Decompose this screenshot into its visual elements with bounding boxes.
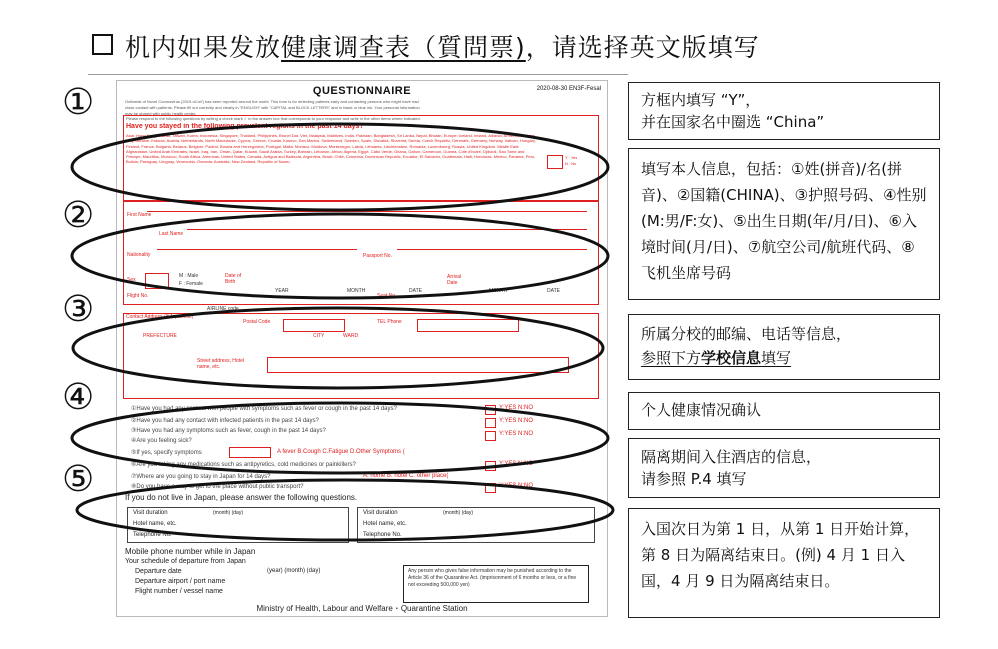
dob-date: DATE bbox=[409, 288, 422, 294]
question-4: ④Are you feeling sick? bbox=[131, 438, 192, 444]
question-6: ⑥Are you taking any medications such as antipyretics, cold medicines or painkillers? bbox=[131, 462, 356, 468]
ellipse-section-3 bbox=[73, 308, 603, 388]
stay-intro: If you do not live in Japan, please answer the following questions. bbox=[125, 493, 358, 502]
question-2: ②Have you had any contact with infected patients in the past 14 days? bbox=[131, 418, 319, 424]
contact-heading: Contact Address (If Japanese) bbox=[126, 314, 194, 320]
stay-options: A. home B. hotel C. other place( bbox=[363, 473, 449, 479]
yn-q3: Y:YES N:NO bbox=[499, 431, 534, 437]
note4-text: 个人健康情况确认 bbox=[641, 401, 762, 419]
form-notice: Outbreak of Novel Coronavirus (2019-nCoV) has been reported around the world. This form is for detecting patients early and contacting persons who might have had close contact with patients. Please fill out correctly and clearly in "ENGLISH" with "CAPITAL and BLOCK LETTERS" and in black or blue ink. Your personal information may be shared with public health center. bbox=[125, 99, 420, 116]
penalty-notice: Any person who gives false information may be punished according to the Article 36 of the Quarantine Act. (imprisonment of 6 months or less, or a fine not exceeding 500,000 yen) bbox=[403, 565, 589, 603]
note-country-box bbox=[628, 82, 940, 140]
ward-label: WARD bbox=[343, 333, 359, 339]
note3-line2 bbox=[641, 346, 927, 370]
question-3: ③Have you had any symptoms such as fever, cough in the past 14 days? bbox=[131, 428, 326, 434]
ministry-footer: Ministry of Health, Labour and Welfare・Quarantine Station bbox=[256, 604, 468, 613]
yn-q6: Y:YES N:NO bbox=[499, 461, 534, 467]
departure-airport-label: Departure airport / port name bbox=[135, 578, 226, 585]
note3-line1: 所属分校的邮编、电话等信息， bbox=[641, 325, 852, 343]
note5-line2: 请参照 P.4 填写 bbox=[641, 470, 747, 488]
note1-line2: 并在国家名中圈选 “China” bbox=[641, 113, 825, 131]
city-label: CITY bbox=[313, 333, 325, 339]
note2-text: 填写本人信息，包括：①姓(拼音)/名(拼音)、②国籍(CHINA)、③护照号码、④性别(M:男/F:女)、⑤出生日期(年/月/日)、⑥入境时间(月/日)、⑦航空公司/航班代码、⑧飞机坐席号码 bbox=[641, 160, 927, 282]
dob-year: YEAR bbox=[275, 288, 289, 294]
arrival-date: DATE bbox=[547, 288, 560, 294]
postal-label: Postal Code bbox=[243, 319, 271, 325]
seat-label: Seat No. bbox=[377, 293, 397, 299]
note1-line1: 方框内填写 “Y”， bbox=[641, 91, 761, 109]
question-5: ⑤If yes, specify symptoms bbox=[131, 450, 202, 456]
visit-dates-2: (month) (day) bbox=[443, 510, 474, 516]
passport-label: Passport No. bbox=[363, 253, 392, 259]
ellipse-section-2 bbox=[72, 214, 608, 298]
sex-label: Sex bbox=[127, 277, 136, 283]
sex-female: F : Female bbox=[179, 281, 203, 287]
prefecture-label: PREFECTURE bbox=[143, 333, 177, 339]
form-title: QUESTIONNAIRE bbox=[312, 85, 412, 97]
marker-3: ③ bbox=[62, 289, 95, 330]
section1-heading: Have you stayed in the following prevalent regions in the past 14 days? bbox=[126, 123, 364, 130]
title-part1: 机内如果发放 bbox=[125, 33, 282, 62]
question-8: ⑧Do you have a way to get to the place without public transport? bbox=[131, 484, 304, 490]
hotel-name-1: Hotel name, etc. bbox=[133, 521, 177, 527]
schedule-label: Your schedule of departure from Japan bbox=[125, 558, 246, 565]
section1-intro: Please respond to the following questions by writing a check mark ✓ in the answer box that corresponds to your response and write in the other items where indicated. bbox=[126, 116, 421, 121]
telephone-1: Telephone No. bbox=[133, 532, 172, 538]
note-health bbox=[628, 392, 940, 430]
note-personal-info bbox=[628, 148, 940, 300]
first-name-label: First Name bbox=[127, 212, 152, 218]
countries-list: Asia: Hong Kong, Macau, Taiwan, Korea, Indonesia, Singapore, Thailand, Philippines, Brunei Dar. Viet, Malaysia, Maldives, India, Pakistan, Bangladesh, Sri Lanka, Nepal, Bhutan. Europe: Iceland, Ireland, Albania, Armenia, Andorra, Italy, Ukraine, Estonia, Austria, Netherlands, North Macedonia, Cyprus, Greece, Croatia, Kosovo, San Marino, Switzerland, Sweden, Spain, Slovakia, Slovenia, Serbia, Czech Republic, Denmark, Germany, Norway, Vatican, Hungary, Finland, France, Bulgaria, Belarus, Belgium, Poland, Bosnia and Herzegovina, Portugal, Malta, Monaco, Moldova, Montenegro, Latvia, Lithuania, Liechtenstein, Romania, Luxembourg, Russia, United Kingdom. Middle East: Afghanistan, United Arab Emirates, Israel, Iraq, Iran, Oman, Qatar, Kuwait, Saudi Arabia, Turkey, Bahrain, Lebanon. Africa: Algeria, Egypt, Cabo Verde, Ghana, Gabon, Cameroon, Guinea, Cote d'Ivoire, Djibouti, Sao Tome and Principe, Mauritius, Morocco, South Africa. Americas: United States, Canada, Antigua and Barbuda, Argentina, Brazil, Chile, Colombia, Dominican Republic, Ecuador, El Salvador, Guatemala, Haiti, Honduras, Mexico, Panama, Peru, Bolivia, Paraguay, Uruguay, Venezuela. Oceania: Australia, New Zealand, Republic of Nauru. bbox=[126, 133, 536, 165]
marker-4: ④ bbox=[62, 377, 95, 418]
form-code: 2020-08-30 EN3F-Fesal bbox=[536, 86, 601, 92]
hotel-name-2: Hotel name, etc. bbox=[363, 521, 407, 527]
note6-text: 入国次日为第 1 日，从第 1 日开始计算，第 8 日为隔离结束日。(例) 4 月 1 日入国，4 月 9 日为隔离结束日。 bbox=[641, 520, 920, 590]
note-quarantine bbox=[628, 508, 940, 618]
arrival-label: Arrival Date bbox=[447, 274, 462, 286]
departure-date-fields: (year) (month) (day) bbox=[267, 568, 321, 574]
yes-label: Y : Yes bbox=[565, 155, 578, 160]
visit-duration-1: Visit duration bbox=[133, 510, 168, 516]
note3-bold: 学校信息 bbox=[701, 349, 762, 367]
flight-vessel-label: Flight number / vessel name bbox=[135, 588, 223, 595]
ellipse-section-1 bbox=[72, 124, 608, 210]
question-7: ⑦Where are you going to stay in Japan for 14 days? bbox=[131, 474, 271, 480]
arrival-month: MONTH bbox=[489, 288, 508, 294]
ellipse-section-5 bbox=[77, 480, 613, 540]
dob-label: Date of Birth bbox=[225, 273, 242, 285]
yn-q1: Y:YES N:NO bbox=[499, 405, 534, 411]
yn-q2: Y:YES N:NO bbox=[499, 418, 534, 424]
note5-line1: 隔离期间入住酒店的信息， bbox=[641, 448, 822, 466]
airline-code: AIRLINE code bbox=[207, 306, 239, 312]
note3-pre: 参照下方 bbox=[641, 349, 702, 367]
title-part2: 健康调查表（質問票) bbox=[281, 33, 526, 62]
flight-label: Flight No. bbox=[127, 293, 149, 299]
ellipse-section-4 bbox=[72, 403, 608, 473]
marker-2: ② bbox=[62, 195, 95, 236]
nationality-label: Nationality bbox=[127, 252, 151, 258]
note-hotel bbox=[628, 438, 940, 498]
title-part3: ，请选择英文版填写 bbox=[525, 33, 760, 62]
visit-duration-2: Visit duration bbox=[363, 510, 398, 516]
departure-date-label: Departure date bbox=[135, 568, 182, 575]
yn-q8: Y:YES N:NO bbox=[499, 483, 534, 489]
tel-label: TEL Phone bbox=[377, 319, 402, 325]
sex-male: M : Male bbox=[179, 273, 199, 279]
question-1: ①Have you had any contact with people with symptoms such as fever or cough in the past 14 days? bbox=[131, 406, 397, 412]
visit-dates-1: (month) (day) bbox=[213, 510, 244, 516]
mobile-label: Mobile phone number while in Japan bbox=[125, 547, 256, 556]
street-label: Street address, Hotel name, etc. bbox=[197, 358, 244, 370]
dob-month: MONTH bbox=[347, 288, 366, 294]
telephone-2: Telephone No. bbox=[363, 532, 402, 538]
marker-5: ⑤ bbox=[62, 459, 95, 500]
symptoms-options: A fever B.Cough C.Fatigue D.Other Symptoms ( bbox=[277, 449, 405, 455]
no-label: N : No bbox=[565, 161, 577, 166]
note3-post: 填写 bbox=[761, 349, 792, 367]
marker-1: ① bbox=[62, 82, 95, 123]
last-name-label: Last Name bbox=[159, 231, 184, 237]
note-school-info bbox=[628, 314, 940, 380]
